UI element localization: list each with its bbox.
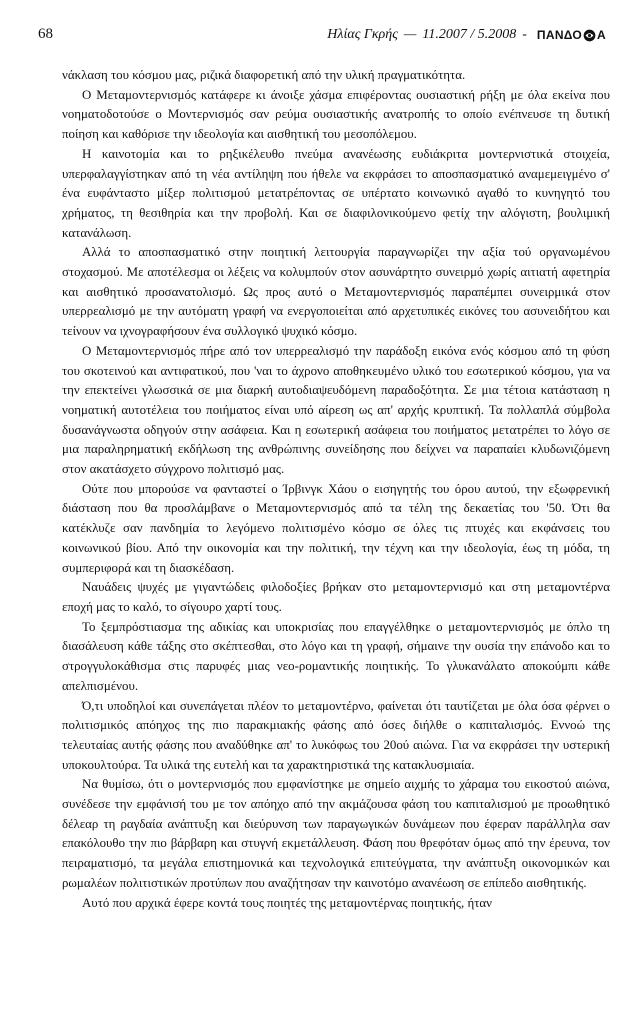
page-number: 68: [38, 26, 53, 42]
paragraph: Ο Μεταμοντερνισμός πήρε από τον υπερρεαλισμό την παράδοξη εικόνα ενός κόσμου από τη φύση του σκοτεινού και αντιφατικού, που 'ναι το άχρονο αποθηκευμένο υλικό του εσωτερικού κόσμου, για να την επεκτείνει γλωσσικά σε μια διαρκή αυτοδιαψευδόμενη παραδοξότητα. Σε μια τέτοια κατάσταση η νοηματική αυτοτέλεια του ποιήματος είναι υπό αίρεση ως απ' αρχής κρυπτική. Τα πολλαπλά σύμβολα δυσανάγνωστα οδηγούν στην ασάφεια. Και η εσωτερική ασάφεια του ποιήματος μετατρέπει το λόγο σε μια παραληρηματική εκδήλωση της ανθρώπινης συνείδησης που δείχνει να παραπαίει κλυδωνιζόμενη στον ακατάσχετο σύγχρονο πολιτισμό μας.: [62, 343, 610, 477]
paragraph: νάκλαση του κόσμου μας, ριζικά διαφορετική από την υλική πραγματικότητα.: [62, 68, 466, 82]
running-header: [327, 27, 606, 43]
paragraph: Αυτό που αρχικά έφερε κοντά τους ποιητές της μεταμοντέρνας ποιητικής, ήταν: [82, 895, 492, 910]
circle-emblem-icon: [583, 29, 596, 42]
header-author: Ηλίας Γκρής: [327, 27, 398, 42]
paragraph: Να θυμίσω, ότι ο μοντερνισμός που εμφανίστηκε με σημείο αιχμής το χάραμα του εικοστού αιώνα, συνέδεσε την εμφάνισή του με τον απόηχο από την ακμάζουσα φάση του καπιταλισμού με προωθητικό δέλεαρ τη ραγδαία ανάπτυξη και διεύρυνση των παραγωγικών δυνάμεων που έφεραν παράλληλα σαν επακόλουθο την πιο βάρβαρη και στυγνή εκμετάλλευση. Φάση που θρεφόταν όμως από την έρευνα, τον πειραματισμό, τα μεγάλα επιστημονικά και τεχνολογικά επιτεύγματα, την ανάπτυξη οικονομικών και ρωμαλέων πολιτιστικών προτύπων που αναζήτησαν την καινοτόμο ανανέωση σε επίπεδο αισθητικής.: [62, 777, 610, 890]
logo-text-left: ΠΑΝΔΟ: [536, 28, 583, 42]
paragraph: Ναυάδεις ψυχές με γιγαντώδεις φιλοδοξίες βρήκαν στο μεταμοντερνισμό και στη μεταμοντέρνα εποχή μας το καλό, το σίγουρο χαρτί τους.: [62, 580, 610, 614]
paragraph: Αλλά το αποσπασματικό στην ποιητική λειτουργία παραγνωρίζει την αξία τού οργανωμένου στοχασμού. Με αποτέλεσμα οι λέξεις να κολυμπούν στον ασυνάρτητο συνειρμό χωρίς αιτιατή αφετηρία και αισθητικό προσανατολισμό. Ως προς αυτό ο Μεταμοντερνισμός παραπέμπει συνειρμικά στον υπερρεαλισμό με την αυτόματη γραφή να ενεργοποιείται από αρχετυπικές εικόνες του ασυνειδήτου και τείνουν να ιχνογραφήσουν ένα συλλογικό ψυχικό κόσμο.: [62, 245, 610, 339]
journal-logo: [537, 28, 606, 42]
paragraph: Η καινοτομία και το ρηξικέλευθο πνεύμα ανανέωσης ευδιάκριτα μοντερνιστικά στοιχεία, υπερφαλαγγίστηκαν από τη νέα αντίληψη που ήθελε να εκφράσει το αποσπασματικό αναμεμειγμένο σ' ένα ευφάνταστο μίξερ πολιτισμού μετατρέποντας σε υπέρτατο κοινωνικό αγαθό το κυνηγητό του χρήματος, τη θεσιθηρία και την προβολή. Και σε διαφιλονικούμενο φετίχ την αλόγιστη, βουλιμική κατανάλωση.: [62, 146, 610, 240]
header-separator: -: [522, 27, 527, 42]
paragraph: Ό,τι υποδηλοί και συνεπάγεται πλέον το μεταμοντέρνο, φαίνεται ότι ταυτίζεται με όλα όσα φέρνει ο πολιτισμικός απόηχος της πιο παρακμιακής φάσης από όσες διήλθε ο καπιταλισμός. Εννοώ της τελευταίας αυτής φάσης που αναδύθηκε απ' το λυκόφως του 20ού αιώνα. Για να εκφράσει την υστερική υποκουλτούρα. Τα υλικά της ευτελή και τα χαρακτηριστικά της κατακλυσμιαία.: [62, 698, 610, 772]
header-dash: —: [403, 27, 417, 42]
page-header: [38, 26, 606, 48]
article-body: [62, 66, 610, 913]
logo-text-right: Α: [597, 28, 606, 42]
header-issue: 11.2007 / 5.2008: [422, 27, 517, 42]
paragraph: Το ξεμπρόστιασμα της αδικίας και υποκρισίας που επαγγέλθηκε ο μεταμοντερνισμός με όπλο τη διασάλευση κάθε τάξης στο σκέπτεσθαι, στο λόγο και τη γραφή, σήμαινε την ουσία την επάνοδο και το στρογγυλοκάθισμα στις παρυφές μιας νεο-ρομαντικής ποιητικής. Το γλυκανάλατο αποκούμπι κάθε απελπισμένου.: [62, 619, 610, 693]
paragraph: Ούτε που μπορούσε να φανταστεί ο Ίρβινγκ Χάου ο εισηγητής του όρου αυτού, την εξωφρενική διάσταση που θα προσλάμβανε ο Μεταμοντερνισμός από τα τέλη της δεκαετίας του '50. Ότι θα κατέκλυζε σαν πανδημία το λεγόμενο πολιτισμένο κόσμο σε όλες τις πτυχές και εκφάνσεις του κοινωνικού βίου. Από την οικονομία και την πολιτική, την τέχνη και την ιδεολογία, έως τη μόδα, τη συμπεριφορά και τη διασκέδαση.: [62, 481, 610, 575]
paragraph: Ο Μεταμοντερνισμός κατάφερε κι άνοιξε χάσμα επιφέροντας ουσιαστική ρήξη με όλα εκείνα που νοηματοδοτούσε ο Μοντερνισμός σαν ρεύμα ουσιαστικής ανατροπής το οποίο ενέπνευσε τη δυτική ποίηση και καθόρισε την ιδεολογία και αισθητική του μεσοπόλεμου.: [62, 87, 610, 142]
